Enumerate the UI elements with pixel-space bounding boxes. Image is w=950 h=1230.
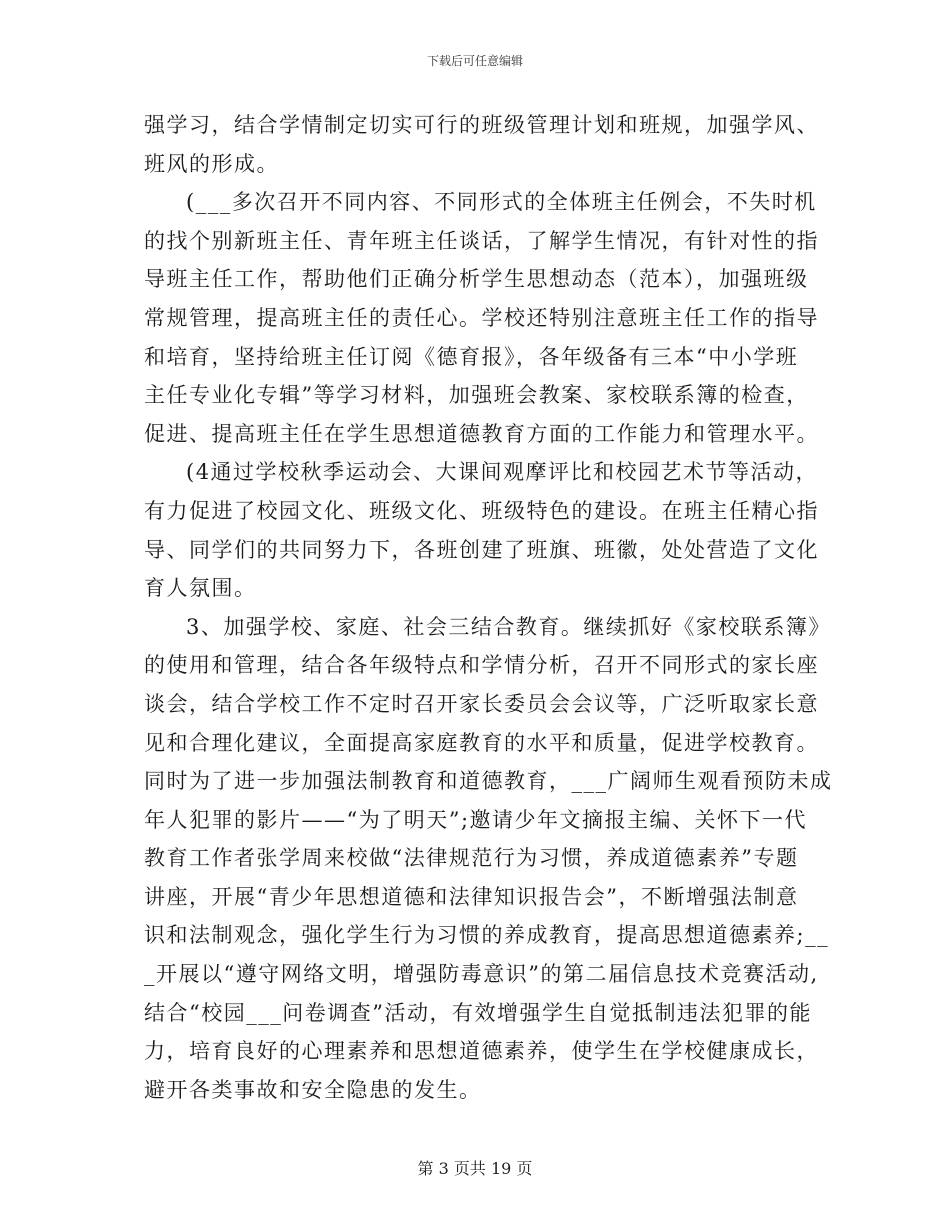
text-line: 常规管理，提高班主任的责任心。学校还特别注意班主任工作的指导 — [144, 305, 819, 330]
text-line: 有力促进了校园文化、班级文化、班级特色的建设。在班主任精心指 — [144, 498, 819, 523]
text-line: 促进、提高班主任在学生思想道德教育方面的工作能力和管理水平。 — [144, 421, 819, 446]
paragraph-start-line: (4通过学校秋季运动会、大课间观摩评比和校园艺术节等活动， — [186, 460, 819, 485]
text-line: 导班主任工作，帮助他们正确分析学生思想动态（范本），加强班级 — [144, 267, 809, 292]
text-line: 教育工作者张学周来校做“法律规范行为习惯，养成道德素养”专题 — [144, 846, 799, 871]
page-footer: 第 3 页共 19 页 — [417, 1159, 533, 1178]
text-line: 同时为了进一步加强法制教育和道德教育，___广阔师生观看预防未成 — [144, 769, 833, 794]
text-line: 见和合理化建议，全面提高家庭教育的水平和质量，促进学校教育。 — [144, 730, 819, 755]
text-line: _开展以“遵守网络文明，增强防毒意识”的第二届信息技术竞赛活动, — [144, 962, 819, 987]
text-line: 主任专业化专辑”等学习材料，加强班会教案、家校联系簿的检查， — [144, 383, 809, 408]
text-line: 避开各类事故和安全隐患的发生。 — [144, 1077, 482, 1102]
text-line: 识和法制观念，强化学生行为习惯的养成教育，提高思想道德素养;__ — [144, 923, 830, 948]
text-line: 谈会，结合学校工作不定时召开家长委员会会议等，广泛听取家长意 — [144, 691, 819, 716]
text-line: 年人犯罪的影片——“为了明天”;邀请少年文摘报主编、关怀下一代 — [144, 807, 808, 832]
text-line: 强学习，结合学情制定切实可行的班级管理计划和班规，加强学风、 — [144, 113, 819, 137]
paragraph-start-line: (___多次召开不同内容、不同形式的全体班主任例会，不失时机 — [186, 190, 817, 215]
text-line: 导、同学们的共同努力下，各班创建了班旗、班徽，处处营造了文化 — [144, 537, 819, 562]
text-line: 结合“校园___问卷调查”活动，有效增强学生自觉抵制违法犯罪的能 — [144, 1000, 812, 1025]
page-header: 下载后可任意编辑 — [426, 54, 523, 68]
paragraph-start-line: 3、加强学校、家庭、社会三结合教育。继续抓好《家校联系簿》 — [186, 614, 831, 639]
text-line: 讲座，开展“青少年思想道德和法律知识报告会”，不断增强法制意 — [144, 884, 799, 909]
text-line: 和培育，坚持给班主任订阅《德育报》，各年级备有三本“中小学班 — [144, 344, 799, 369]
text-line: 的使用和管理，结合各年级特点和学情分析，召开不同形式的家长座 — [144, 653, 819, 678]
text-line: 班风的形成。 — [144, 151, 279, 176]
text-line: 力，培育良好的心理素养和思想道德素养，使学生在学校健康成长， — [144, 1039, 819, 1064]
text-line: 育人氛围。 — [144, 576, 257, 601]
text-line: 的找个别新班主任、青年班主任谈话，了解学生情况，有针对性的指 — [144, 228, 819, 253]
document-body — [144, 106, 833, 1109]
